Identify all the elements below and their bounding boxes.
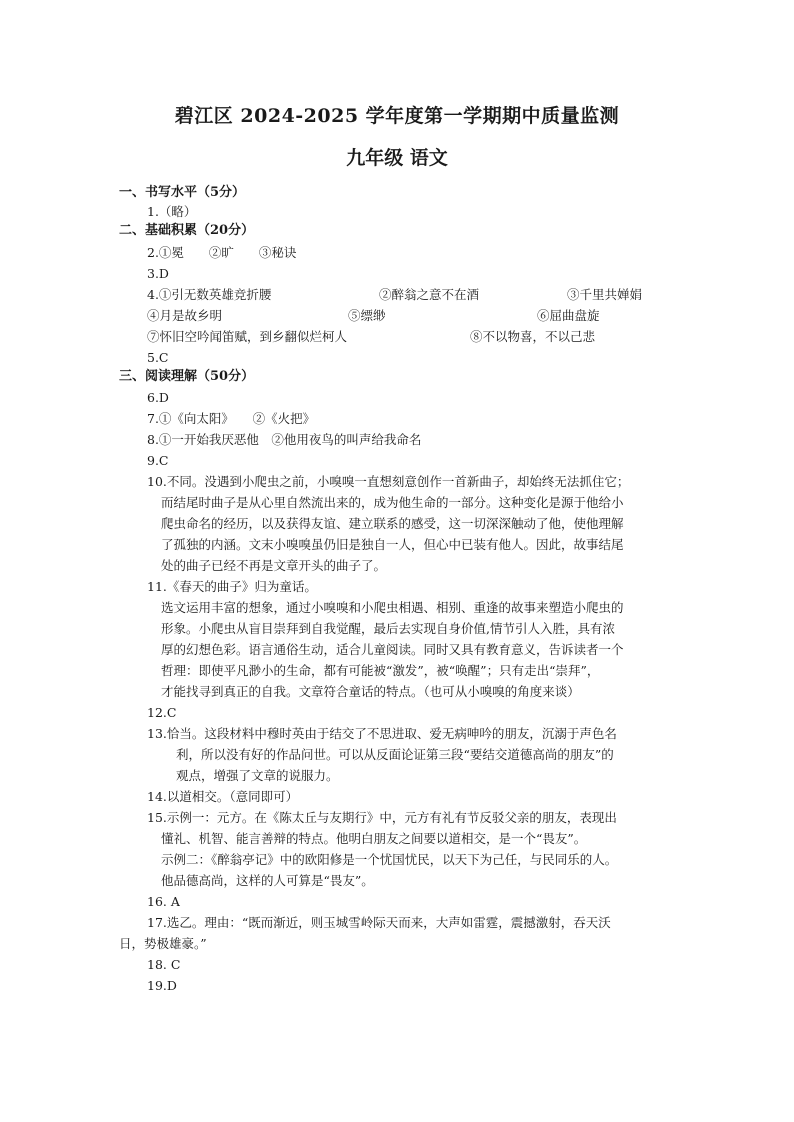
- answer-q15-line1: 15.示例一：元方。在《陈太丘与友期行》中，元方有礼有节反驳父亲的朋友，表现出: [147, 810, 617, 825]
- answer-q4-4: ④月是故乡明: [147, 308, 223, 323]
- answer-q13-line2: 利，所以没有好的作品问世。可以从反面论证第三段“要结交道德高尚的朋友”的: [176, 747, 614, 762]
- answer-q13-line3: 观点，增强了文章的说服力。: [176, 768, 339, 783]
- answer-q10-line5: 处的曲子已经不再是文章开头的曲子了。: [161, 558, 387, 573]
- answer-q4-5: ⑤缥缈: [348, 308, 386, 323]
- answer-q14: 14.以道相交。（意同即可）: [147, 789, 299, 804]
- answer-q9: 9.C: [147, 453, 169, 468]
- answer-q10-line2: 而结尾时曲子是从心里自然流出来的，成为他生命的一部分。这种变化是源于他给小: [161, 495, 624, 510]
- answer-q11-line1: 11.《春天的曲子》归为童话。: [147, 579, 317, 594]
- answer-q4-1: 4.①引无数英雄竞折腰: [147, 287, 272, 302]
- answer-q5: 5.C: [147, 350, 169, 365]
- answer-q4-7: ⑦怀旧空吟闻笛赋，到乡翻似烂柯人: [147, 329, 348, 344]
- answer-q11-line3: 形象。小爬虫从盲目崇拜到自我觉醒，最后去实现自身价值,情节引人入胜，具有浓: [161, 621, 615, 636]
- document-subtitle: 九年级 语文: [346, 147, 448, 169]
- answer-q8: 8.①一开始我厌恶他 ②他用夜鸟的叫声给我命名: [147, 432, 422, 447]
- answer-q12: 12.C: [147, 705, 177, 720]
- answer-q3: 3.D: [147, 266, 169, 281]
- answer-q11-line4: 厚的幻想色彩。语言通俗生动，适合儿童阅读。同时又具有教育意义，告诉读者一个: [161, 642, 624, 657]
- answer-q6: 6.D: [147, 390, 169, 405]
- answer-q10-line3: 爬虫命名的经历，以及获得友谊、建立联系的感受，这一切深深触动了他，使他理解: [161, 516, 624, 531]
- answer-q19: 19.D: [147, 978, 177, 993]
- answer-q16: 16. A: [147, 894, 180, 909]
- answer-q1: 1.（略）: [147, 204, 197, 219]
- section-heading-basics: 二、基础积累（20分）: [119, 223, 255, 238]
- section-heading-reading: 三、阅读理解（50分）: [119, 369, 255, 384]
- answer-q4-2: ②醉翁之意不在酒: [379, 287, 480, 302]
- section-heading-writing: 一、书写水平（5分）: [119, 185, 246, 200]
- document-title: 碧江区 2024-2025 学年度第一学期期中质量监测: [174, 105, 620, 127]
- answer-q15-line4: 他品德高尚，这样的人可算是“畏友”。: [161, 873, 374, 888]
- answer-q15-line3: 示例二：《醉翁亭记》中的欧阳修是一个忧国忧民，以天下为己任，与民同乐的人。: [161, 852, 618, 867]
- answer-q10-line4: 了孤独的内涵。文末小嗅嗅虽仍旧是独自一人，但心中已装有他人。因此，故事结尾: [161, 537, 624, 552]
- answer-q15-line2: 懂礼、机智、能言善辩的特点。他明白朋友之间要以道相交，是一个“畏友”。: [161, 831, 587, 846]
- answer-q7: 7.①《向太阳》 ②《火把》: [147, 411, 316, 426]
- answer-q17-line2: 日，势极雄豪。”: [119, 936, 207, 951]
- answer-q4-6: ⑥屈曲盘旋: [537, 308, 600, 323]
- answer-q4-8: ⑧不以物喜，不以己悲: [470, 329, 596, 344]
- answer-q2: 2.①冕 ②旷 ③秘诀: [147, 245, 297, 260]
- answer-q11-line2: 选文运用丰富的想象，通过小嗅嗅和小爬虫相遇、相别、重逢的故事来塑造小爬虫的: [161, 600, 624, 615]
- answer-q11-line6: 才能找寻到真正的自我。文章符合童话的特点。（也可从小嗅嗅的角度来谈）: [161, 684, 580, 699]
- answer-q4-3: ③千里共婵娟: [567, 287, 643, 302]
- answer-q18: 18. C: [147, 957, 181, 972]
- answer-q10-line1: 10.不同。没遇到小爬虫之前，小嗅嗅一直想刻意创作一首新曲子，却始终无法抓住它；: [147, 474, 630, 489]
- answer-q11-line5: 哲理：即使平凡渺小的生命，都有可能被“激发”，被“唤醒”；只有走出“崇拜”，: [161, 663, 600, 678]
- answer-q13-line1: 13.恰当。这段材料中穆时英由于结交了不思进取、爱无病呻吟的朋友，沉溺于声色名: [147, 726, 617, 741]
- answer-q17-line1: 17.选乙。理由：“既而渐近，则玉城雪岭际天而来，大声如雷霆，震撼激射，吞天沃: [147, 915, 611, 930]
